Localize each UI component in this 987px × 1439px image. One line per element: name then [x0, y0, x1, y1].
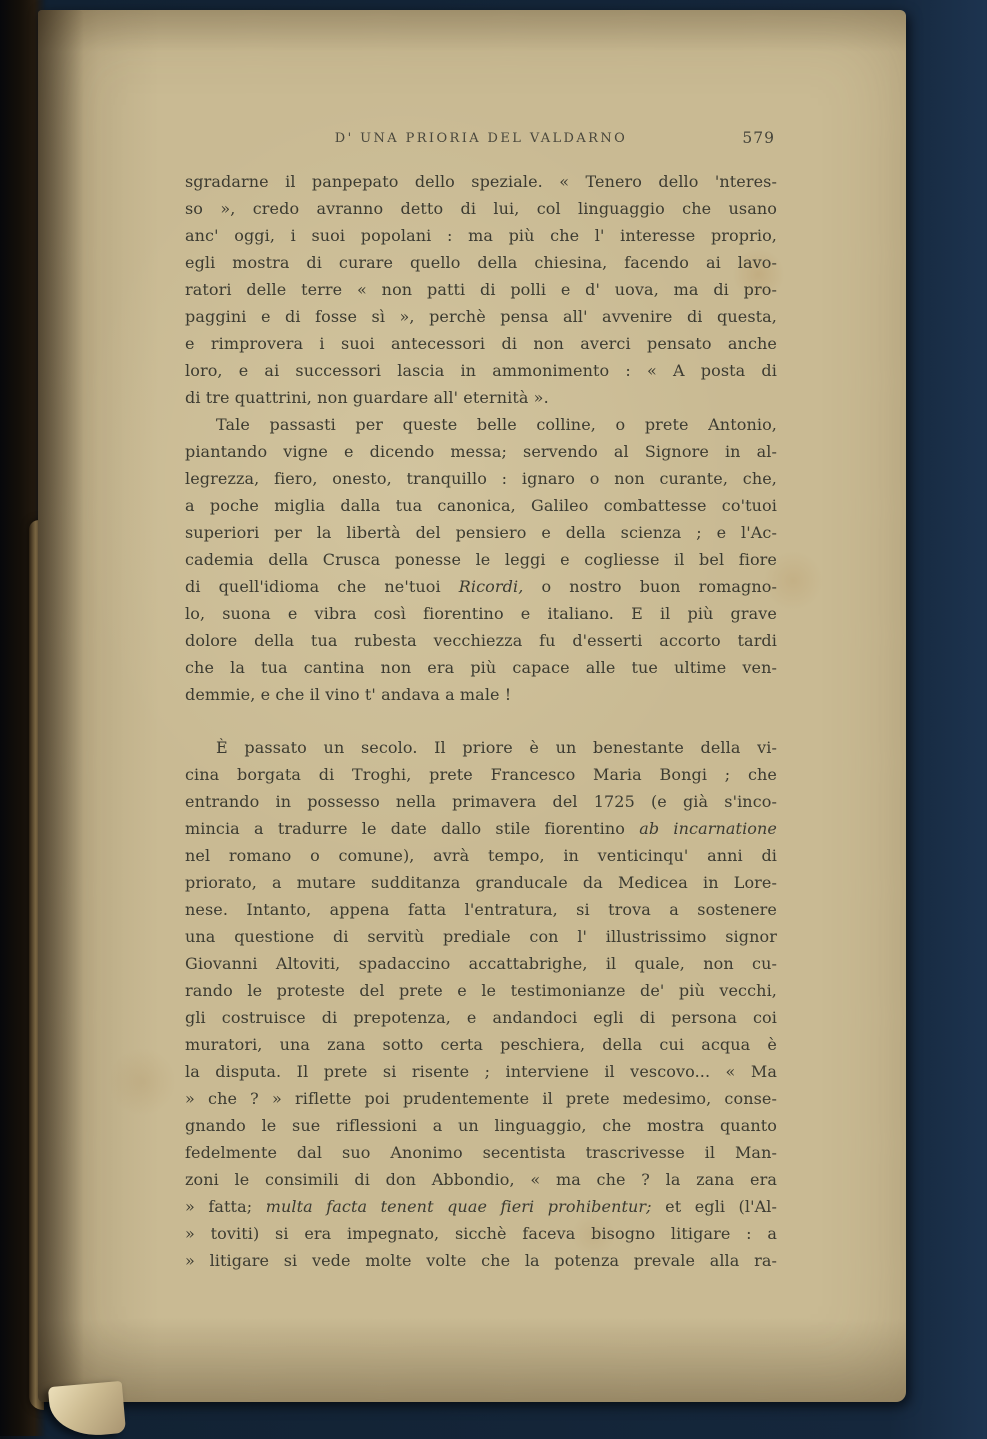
running-title: D' UNA PRIORIA DEL VALDARNO	[334, 131, 628, 146]
text-line: rando le proteste del prete e le testimonianze de' più vecchi,	[185, 981, 777, 1000]
text-line: di quell'idioma che ne'tuoi Ricordi, o nostro buon romagno-	[185, 577, 777, 596]
page-corner-curl	[48, 1381, 126, 1439]
text-line: che la tua cantina non era più capace alle tue ultime ven-	[185, 658, 777, 677]
page-header	[185, 131, 777, 146]
text-line: nel romano o comune), avrà tempo, in venticinqu' anni di	[185, 846, 777, 865]
text-line: » che ? » riflette poi prudentemente il prete medesimo, conse-	[185, 1089, 777, 1108]
text-line: Giovanni Altoviti, spadaccino accattabrighe, il quale, non cu-	[185, 954, 777, 973]
page-body	[185, 168, 777, 1274]
text-line: gnando le sue riflessioni a un linguaggio, che mostra quanto	[185, 1116, 777, 1135]
text-line: » fatta; multa facta tenent quae fieri prohibentur; et egli (l'Al-	[185, 1197, 777, 1216]
text-line: di tre quattrini, non guardare all' eternità ».	[185, 388, 549, 407]
text-line: a poche miglia dalla tua canonica, Galileo combattesse co'tuoi	[185, 496, 777, 515]
text-line: demmie, e che il vino t' andava a male !	[185, 685, 512, 704]
text-line: dolore della tua rubesta vecchiezza fu d'esserti accorto tardi	[185, 631, 777, 650]
page-number: 579	[742, 129, 775, 147]
text-line: egli mostra di curare quello della chiesina, facendo ai lavo-	[185, 253, 777, 272]
text-line: entrando in possesso nella primavera del 1725 (e già s'inco-	[185, 792, 777, 811]
text-line: loro, e ai successori lascia in ammonimento : « A posta di	[185, 361, 777, 380]
text-line: cademia della Crusca ponesse le leggi e cogliesse il bel fiore	[185, 550, 777, 569]
text-line: sgradarne il panpepato dello speziale. « Tenero dello 'nteres-	[185, 172, 777, 191]
text-line: superiori per la libertà del pensiero e della scienza ; e l'Ac-	[185, 523, 777, 542]
text-line: nese. Intanto, appena fatta l'entratura, si trova a sostenere	[185, 900, 777, 919]
text-line: una questione di servitù prediale con l' illustrissimo signor	[185, 927, 777, 946]
text-line: Tale passasti per queste belle colline, o prete Antonio,	[216, 415, 777, 434]
text-line: » litigare si vede molte volte che la potenza prevale alla ra-	[185, 1251, 777, 1270]
text-line: fedelmente dal suo Anonimo secentista trascrivesse il Man-	[185, 1143, 777, 1162]
text-line: e rimprovera i suoi antecessori di non averci pensato anche	[185, 334, 777, 353]
text-line: la disputa. Il prete si risente ; interviene il vescovo... « Ma	[185, 1062, 777, 1081]
book-page	[38, 10, 906, 1402]
text-line: paggini e di fosse sì », perchè pensa all' avvenire di questa,	[185, 307, 777, 326]
text-line: legrezza, fiero, onesto, tranquillo : ignaro o non curante, che,	[185, 469, 777, 488]
text-line: piantando vigne e dicendo messa; servendo al Signore in al-	[185, 442, 777, 461]
text-line: so », credo avranno detto di lui, col linguaggio che usano	[185, 199, 777, 218]
gutter-shadow	[38, 10, 84, 1402]
paragraph	[185, 734, 777, 1274]
text-line: cina borgata di Troghi, prete Francesco Maria Bongi ; che	[185, 765, 777, 784]
text-line: mincia a tradurre le date dallo stile fiorentino ab incarnatione	[185, 819, 778, 838]
text-line: muratori, una zana sotto certa peschiera, della cui acqua è	[185, 1035, 777, 1054]
text-line: » toviti) si era impegnato, sicchè faceva bisogno litigare : a	[185, 1224, 777, 1243]
paragraph	[185, 168, 777, 411]
text-line: priorato, a mutare sudditanza granducale da Medicea in Lore-	[185, 873, 777, 892]
text-line: zoni le consimili di don Abbondio, « ma che ? la zana era	[185, 1170, 777, 1189]
text-line: gli costruisce di prepotenza, e andandoci egli di persona coi	[185, 1008, 777, 1027]
text-line: anc' oggi, i suoi popolani : ma più che l' interesse proprio,	[185, 226, 777, 245]
text-line: ratori delle terre « non patti di polli e d' uova, ma di pro-	[185, 280, 777, 299]
text-line: lo, suona e vibra così fiorentino e italiano. E il più grave	[185, 604, 777, 623]
paragraph	[185, 411, 777, 708]
text-line: È passato un secolo. Il priore è un benestante della vi-	[216, 738, 777, 757]
